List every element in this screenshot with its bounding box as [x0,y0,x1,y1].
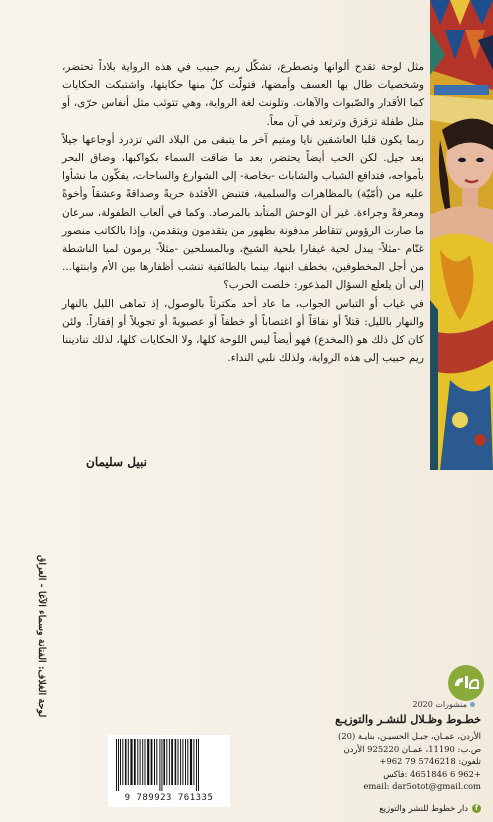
barcode-bar [116,739,117,791]
barcode-bar [120,739,121,785]
barcode-bar [178,739,179,785]
barcode-bars [114,739,224,791]
publisher-social [379,803,481,813]
series-text: منشورات 2020 [412,700,467,709]
facebook-icon: f [472,804,481,813]
barcode-bar [154,739,155,785]
series-label [413,700,476,709]
barcode-bar [130,739,132,785]
barcode-bar [118,739,119,791]
address-line: email: dar5otot@gmail.com [363,781,481,792]
isbn-barcode [108,735,230,807]
address-line: تلفون: 5746218 79 962+ [379,756,481,767]
barcode-bar [122,739,123,785]
blurb-text [62,58,424,367]
barcode-bar [156,739,157,785]
barcode-bar [147,739,149,785]
barcode-bar [169,739,170,785]
address-line: +962 6 4651846 :فاكس [383,768,481,779]
barcode-bar [159,739,160,791]
barcode-bar [180,739,181,785]
barcode-bar [134,739,136,785]
blurb-paragraph-3: في غياب أو التباس الجواب، ما عاد أحد مكترثاً بالوصول، إذ تماهى الليل بالنهار والنهار بالليل: قتلاً أو نفاقاً أو اغتصاباً أو خطفاً أو عصبويةً أو تجويلاً أو إفقاراً. ولئن كان كل ذلك هو (المخدع) فهو أيضاً ليس اللوحة كلها، ولا الحكايات كلها، لذلك تناديننا ريم حبيب إلى هذه الرواية، ولذلك نلبي النداء. [62,297,424,365]
barcode-bar [193,739,194,785]
social-handle: دار خطوط للنشر والتوزيع [379,803,468,813]
barcode-bar [125,739,127,785]
barcode-bar [163,739,165,785]
publisher-name: خطـوط وظـلال للنشـر والتوزيـع [335,713,481,726]
barcode-bar [190,739,192,785]
barcode-bar [187,739,188,785]
publisher-logo-icon [448,665,484,701]
barcode-bar [128,739,129,785]
blurb-paragraph-2: ربما يكون قلبا العاشقين نايا ومتيم آخر ما يتبقى من البلاد التي تزدرد أوجاعها جيلاً بعد جيل. لكن الحب أيضاً يحتضر، بعد ما ضاقت السماء بكواكبها، وضاق البحر بأمواجه، فتدافع الشباب والشابات -بخاصة- إلى الشوارع والساحات، يفكّون ما نشأوا عليه من (أمّيّة) بالمظاهرات والسلمية، فتنبض الأفئدة حريةً وصداقةً وعشقاً وأخوةً ومعرفةً وجراءة. غير أن الوحش المتأبد بالمرصاد. وكما في ألعاب الطفولة، سرعان ما صارت الرؤوس تتقاطر مدفونة بظهور من يتقدمون ويتقدمن، وإذا بالكاتب منصور غنّام -مثلاً- يبدل لحية غيفارا بلحية الشيخ، وبالمسلحين -مثلاً- يرمون لميا الناشطة من أجل المخطوفين، بخطف ابنها، بينما بالطائفية تنشب أظفارها بين الأم وابنتها... إلى أن يلعلع السؤال المذعور: خلصت الحرب؟ [62,133,424,292]
publisher-address [271,730,481,793]
cover-art-credit: لوحة الغلاف: الفنانة وسماء الآغا - العراق [36,555,47,718]
barcode-bar [140,739,141,785]
barcode-bar [171,739,173,785]
barcode-bar [182,739,183,785]
barcode-bar [196,739,197,791]
isbn-digits: 9 789923 761335 [124,793,214,803]
barcode-bar [185,739,186,785]
author-signature: نبيل سليمان [86,455,147,469]
series-bullet-icon [470,702,475,707]
blurb-paragraph-1: مثل لوحة تقدح ألوانها وتصطرع، تشكّل ريم حبيب في هذه الرواية بلاداً تحتضر، وشخصيات طال بها العسف وأمضها، فتولّت كلٌ منها حكايتها، واشتبكت الحكايات كما الأقدار والصّبوات والآهات. وتلونت لغة الرواية، وهي تتوثب مثل أنفاس حرّى، أو مثل طفلة تزقزق وترتعد في آن معاً. [62,61,424,128]
barcode-bar [137,739,138,785]
barcode-bar [175,739,177,785]
barcode-bar [198,739,199,791]
cover-painting-strip [430,0,493,470]
barcode-bar [142,739,143,785]
address-line: ص.ب: 11190، عمـان 925220 الأردن [343,743,481,754]
barcode-bar [161,739,162,791]
barcode-bar [151,739,153,785]
address-line: الأردن، عمـان، جبـل الحسيـن، بنايـة (20) [338,731,481,741]
barcode-bar [166,739,167,785]
barcode-bar [145,739,146,785]
